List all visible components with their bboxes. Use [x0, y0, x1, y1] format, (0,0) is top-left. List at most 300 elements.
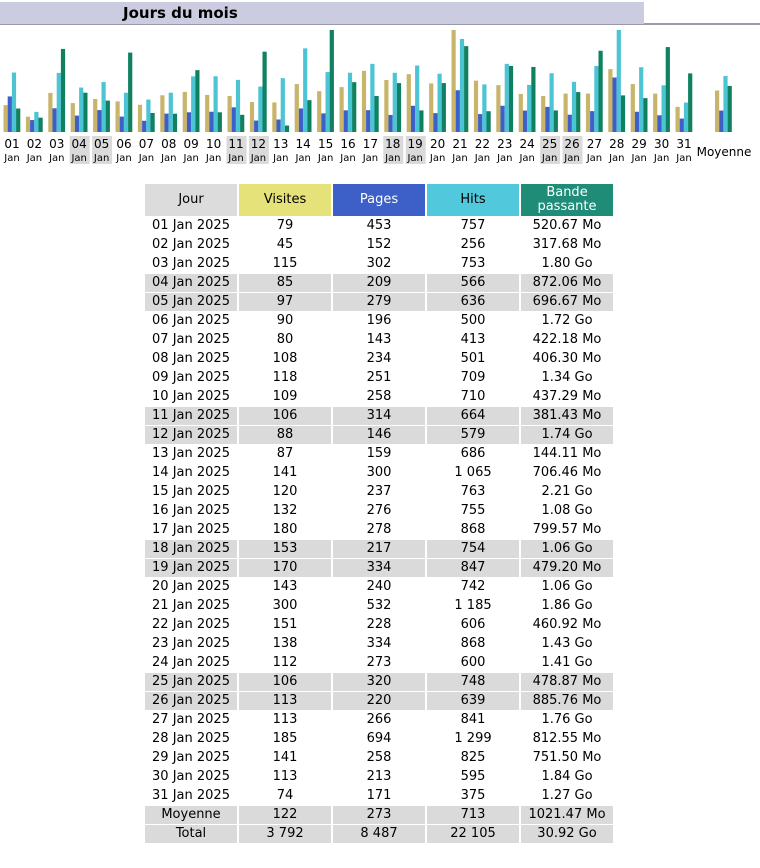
hits-cell: 710 — [460, 389, 486, 404]
day-tick-label: 28 — [609, 137, 625, 151]
total-row-visits: 3 792 — [239, 825, 331, 843]
month-tick-label: Jan — [295, 153, 311, 164]
visit-bar — [608, 69, 612, 132]
visit-bar — [452, 30, 456, 132]
pages-cell: 278 — [366, 522, 392, 537]
hit-bar — [236, 80, 240, 132]
table-row — [145, 255, 613, 273]
day-cell: 20 Jan 2025 — [152, 579, 230, 594]
bandwidth-cell: 1.06 Go — [541, 579, 593, 594]
pages-cell: 234 — [366, 351, 392, 366]
page-bar — [75, 116, 79, 132]
day-cell: 18 Jan 2025 — [145, 540, 237, 558]
day-cell: 04 Jan 2025 — [145, 274, 237, 292]
hits-cell: 639 — [427, 692, 519, 710]
bandwidth-cell: 381.43 Mo — [521, 407, 613, 425]
hits-cell: 595 — [460, 769, 486, 784]
pages-cell: 146 — [333, 426, 425, 444]
day-cell: 27 Jan 2025 — [152, 712, 230, 727]
hit-bar — [617, 30, 621, 132]
average-label: Moyenne — [696, 145, 752, 159]
day-cell: 21 Jan 2025 — [152, 598, 230, 613]
bandwidth-cell: 478.87 Mo — [521, 673, 613, 691]
bandwidth-bar — [173, 114, 177, 132]
total-row-bandwidth: 30.92 Go — [521, 825, 613, 843]
hit-bar — [393, 73, 397, 132]
visit-bar — [407, 74, 411, 132]
day-tick-label: 10 — [205, 137, 222, 151]
bandwidth-bar — [307, 100, 311, 132]
bandwidth-cell: 1.72 Go — [541, 313, 593, 328]
hit-bar — [639, 67, 643, 132]
visits-cell: 79 — [276, 218, 294, 233]
month-tick-label: Jan — [429, 153, 446, 164]
page-bar — [30, 120, 34, 132]
month-tick-label: Jan — [609, 153, 625, 164]
visits-cell: 106 — [239, 673, 331, 691]
visit-bar — [93, 99, 97, 132]
hit-bar — [79, 88, 83, 132]
visit-bar — [496, 85, 500, 132]
table-row — [145, 559, 613, 577]
month-tick-label: Jan — [631, 153, 647, 164]
hits-cell: 600 — [460, 655, 486, 670]
day-tick-label: 06 — [116, 137, 132, 151]
hits-cell: 579 — [427, 426, 519, 444]
pages-cell: 258 — [366, 389, 392, 404]
hit-bar — [415, 65, 419, 132]
day-cell: 30 Jan 2025 — [152, 769, 230, 784]
month-tick-label: Jan — [586, 153, 603, 164]
page-bar — [209, 112, 213, 132]
month-tick-label: Jan — [4, 153, 20, 164]
visit-bar — [429, 83, 433, 132]
day-cell: 25 Jan 2025 — [145, 673, 237, 691]
month-tick-label: Jan — [161, 153, 177, 164]
visits-cell: 87 — [276, 446, 294, 461]
visit-bar — [138, 105, 142, 132]
table-row — [145, 464, 613, 482]
day-tick-label: 21 — [452, 137, 468, 151]
hit-bar — [214, 76, 218, 132]
day-cell: 13 Jan 2025 — [152, 446, 230, 461]
day-tick-label: 02 — [26, 137, 43, 151]
bandwidth-cell: 437.29 Mo — [532, 389, 602, 404]
page-bar — [277, 120, 281, 132]
hits-cell: 841 — [460, 712, 486, 727]
hits-cell: 754 — [427, 540, 519, 558]
page-bar — [389, 115, 393, 132]
hit-bar — [303, 48, 307, 132]
day-tick-label: 26 — [564, 137, 580, 151]
hit-bar — [662, 85, 666, 132]
day-tick-label: 07 — [138, 137, 155, 151]
hits-cell: 742 — [460, 579, 486, 594]
bandwidth-cell: 1.06 Go — [521, 540, 613, 558]
bandwidth-bar — [554, 110, 558, 132]
page-bar — [366, 110, 370, 132]
visits-cell: 80 — [276, 332, 294, 347]
day-cell: 28 Jan 2025 — [152, 731, 230, 746]
header-day: Jour — [145, 184, 237, 216]
pages-cell: 694 — [366, 731, 392, 746]
pages-cell: 453 — [366, 218, 392, 233]
page-bar — [590, 111, 594, 132]
visit-bar — [474, 81, 478, 132]
hits-cell: 664 — [427, 407, 519, 425]
visit-bar — [160, 95, 164, 132]
month-tick-label: Jan — [71, 153, 87, 164]
day-tick-label: 30 — [653, 137, 670, 151]
visits-cell: 106 — [239, 407, 331, 425]
visit-bar — [362, 71, 366, 132]
visits-cell: 108 — [272, 351, 298, 366]
month-tick-label: Jan — [93, 153, 110, 164]
bandwidth-bar — [218, 112, 222, 132]
visits-cell: 170 — [239, 559, 331, 577]
bandwidth-cell: 885.76 Mo — [521, 692, 613, 710]
day-tick-label: 20 — [429, 137, 446, 151]
page-bar — [411, 106, 415, 132]
pages-cell: 209 — [333, 274, 425, 292]
bandwidth-bar — [39, 118, 43, 132]
day-tick-label: 11 — [228, 137, 244, 151]
page-bar — [53, 108, 57, 132]
page-bar — [97, 110, 101, 132]
visits-cell: 138 — [272, 636, 298, 651]
section-title: Jours du mois — [123, 4, 238, 22]
hits-cell: 375 — [460, 788, 486, 803]
day-tick-label: 04 — [71, 137, 87, 151]
hit-bar — [169, 93, 173, 132]
visits-cell: 109 — [272, 389, 298, 404]
table-row — [145, 236, 613, 254]
pages-cell: 217 — [333, 540, 425, 558]
pages-cell: 237 — [366, 484, 392, 499]
day-tick-label: 24 — [519, 137, 535, 151]
bandwidth-cell: 520.67 Mo — [532, 218, 602, 233]
day-tick-label: 14 — [295, 137, 311, 151]
visits-cell: 97 — [239, 293, 331, 311]
pages-cell: 320 — [333, 673, 425, 691]
table-row — [145, 388, 613, 406]
day-tick-label: 09 — [183, 137, 199, 151]
bandwidth-bar — [576, 92, 580, 132]
bandwidth-bar — [666, 47, 670, 132]
visit-bar — [631, 84, 635, 132]
page-bar — [545, 107, 549, 132]
page-bar — [344, 110, 348, 132]
visit-bar — [676, 107, 680, 132]
bandwidth-cell: 144.11 Mo — [532, 446, 602, 461]
day-tick-label: 01 — [4, 137, 20, 151]
hits-cell: 1 065 — [454, 465, 492, 480]
hit-bar — [57, 73, 61, 132]
visits-cell: 88 — [239, 426, 331, 444]
visit-bar — [340, 87, 344, 132]
hits-cell: 868 — [460, 636, 486, 651]
daily-chart — [0, 0, 760, 170]
visits-cell: 151 — [272, 617, 298, 632]
visit-bar — [71, 103, 75, 132]
hit-bar — [12, 73, 16, 132]
bandwidth-bar — [375, 96, 379, 132]
visit-bar — [48, 93, 52, 132]
table-row — [145, 407, 613, 425]
day-cell: 03 Jan 2025 — [152, 256, 230, 271]
day-tick-label: 15 — [317, 137, 334, 151]
day-tick-label: 19 — [407, 137, 423, 151]
page-bar — [523, 111, 527, 132]
average-bandwidth-bar — [728, 86, 732, 132]
visits-cell: 113 — [272, 712, 298, 727]
table-row — [145, 787, 613, 805]
table-row — [145, 578, 613, 596]
pages-cell: 334 — [366, 636, 392, 651]
bandwidth-cell: 460.92 Mo — [532, 617, 602, 632]
bandwidth-bar — [487, 111, 491, 132]
bandwidth-bar — [240, 115, 244, 132]
hit-bar — [348, 73, 352, 132]
visits-cell: 113 — [239, 692, 331, 710]
visits-cell: 141 — [272, 465, 298, 480]
day-tick-label: 27 — [586, 137, 603, 151]
day-tick-label: 05 — [93, 137, 110, 151]
visits-cell: 45 — [276, 237, 294, 252]
day-cell: 29 Jan 2025 — [152, 750, 230, 765]
day-cell: 16 Jan 2025 — [152, 503, 230, 518]
bandwidth-cell: 422.18 Mo — [532, 332, 602, 347]
month-tick-label: Jan — [340, 153, 356, 164]
pages-cell: 171 — [366, 788, 392, 803]
hits-cell: 847 — [427, 559, 519, 577]
bandwidth-bar — [285, 126, 289, 132]
month-tick-label: Jan — [541, 153, 558, 164]
visits-cell: 185 — [272, 731, 298, 746]
visits-cell: 90 — [276, 313, 294, 328]
page-bar — [635, 112, 639, 132]
visit-bar — [4, 105, 8, 132]
bandwidth-bar — [509, 66, 513, 132]
visits-cell: 180 — [272, 522, 298, 537]
bandwidth-cell: 479.20 Mo — [521, 559, 613, 577]
table-row — [145, 293, 613, 311]
hits-cell: 413 — [460, 332, 486, 347]
pages-cell: 302 — [366, 256, 392, 271]
day-tick-label: 13 — [273, 137, 289, 151]
pages-cell: 220 — [333, 692, 425, 710]
visits-cell: 132 — [272, 503, 298, 518]
table-header-row — [145, 184, 613, 216]
day-cell: 26 Jan 2025 — [145, 692, 237, 710]
page-bar — [478, 114, 482, 132]
table-row — [145, 749, 613, 767]
hits-cell: 1 185 — [454, 598, 492, 613]
total-row-hits: 22 105 — [427, 825, 519, 843]
bandwidth-cell: 1.84 Go — [541, 769, 593, 784]
hits-cell: 753 — [460, 256, 486, 271]
hits-cell: 763 — [460, 484, 486, 499]
month-tick-label: Jan — [497, 153, 513, 164]
daily-stats-table — [143, 183, 615, 844]
pages-cell: 143 — [366, 332, 392, 347]
visit-bar — [26, 117, 30, 132]
page-bar — [142, 121, 146, 132]
pages-cell: 266 — [366, 712, 392, 727]
day-cell: 14 Jan 2025 — [152, 465, 230, 480]
bandwidth-cell: 706.46 Mo — [532, 465, 602, 480]
header-pages: Pages — [333, 184, 425, 216]
total-row-pages: 8 487 — [333, 825, 425, 843]
hit-bar — [124, 93, 128, 132]
pages-cell: 532 — [366, 598, 392, 613]
visit-bar — [586, 94, 590, 132]
month-tick-label: Jan — [183, 153, 199, 164]
hits-cell: 709 — [460, 370, 486, 385]
bandwidth-bar — [599, 51, 603, 132]
pages-cell: 240 — [366, 579, 392, 594]
day-cell: 02 Jan 2025 — [152, 237, 230, 252]
bandwidth-cell: 1.80 Go — [541, 256, 593, 271]
hits-cell: 755 — [460, 503, 486, 518]
hits-cell: 606 — [460, 617, 486, 632]
pages-cell: 228 — [366, 617, 392, 632]
day-tick-label: 03 — [49, 137, 65, 151]
average-row-pages: 273 — [333, 806, 425, 824]
day-tick-label: 22 — [474, 137, 491, 151]
bandwidth-bar — [83, 93, 87, 132]
month-tick-label: Jan — [26, 153, 43, 164]
day-cell: 19 Jan 2025 — [145, 559, 237, 577]
page-bar — [433, 113, 437, 132]
visit-bar — [116, 101, 120, 132]
hits-cell: 636 — [427, 293, 519, 311]
day-tick-label: 31 — [676, 137, 692, 151]
table-row — [145, 274, 613, 292]
bandwidth-bar — [419, 110, 423, 132]
hits-cell: 1 299 — [454, 731, 492, 746]
bandwidth-bar — [263, 52, 267, 132]
day-tick-label: 23 — [497, 137, 513, 151]
pages-cell: 276 — [366, 503, 392, 518]
day-cell: 17 Jan 2025 — [152, 522, 230, 537]
table-row — [145, 540, 613, 558]
page-bar — [613, 78, 617, 132]
visits-cell: 153 — [239, 540, 331, 558]
hit-bar — [550, 73, 554, 132]
table-row — [145, 331, 613, 349]
page-bar — [232, 107, 236, 132]
visits-cell: 120 — [272, 484, 298, 499]
visits-cell: 112 — [272, 655, 298, 670]
visit-bar — [317, 91, 321, 132]
visit-bar — [541, 96, 545, 132]
day-cell: 11 Jan 2025 — [145, 407, 237, 425]
hit-bar — [572, 82, 576, 132]
page-bar — [165, 114, 169, 132]
table-row — [145, 654, 613, 672]
bandwidth-bar — [61, 49, 65, 132]
table-row — [145, 768, 613, 786]
day-cell: 05 Jan 2025 — [145, 293, 237, 311]
visits-cell: 300 — [272, 598, 298, 613]
hits-cell: 748 — [427, 673, 519, 691]
bandwidth-bar — [128, 53, 132, 132]
page-bar — [120, 117, 124, 132]
bandwidth-cell: 317.68 Mo — [532, 237, 602, 252]
average-hit-bar — [723, 76, 727, 132]
pages-cell: 258 — [366, 750, 392, 765]
hit-bar — [34, 112, 38, 132]
table-row — [145, 635, 613, 653]
hit-bar — [258, 87, 262, 132]
day-tick-label: 29 — [631, 137, 647, 151]
month-tick-label: Jan — [138, 153, 155, 164]
bandwidth-cell: 1.43 Go — [541, 636, 593, 651]
bandwidth-cell: 406.30 Mo — [532, 351, 602, 366]
visit-bar — [564, 94, 568, 132]
pages-cell: 213 — [366, 769, 392, 784]
bandwidth-cell: 2.21 Go — [541, 484, 593, 499]
table-row — [145, 217, 613, 235]
page-bar — [299, 108, 303, 132]
average-row-label: Moyenne — [145, 806, 237, 824]
pages-cell: 196 — [366, 313, 392, 328]
header-bandwidth: Bande passante — [521, 184, 613, 216]
table-row — [145, 673, 613, 691]
hit-bar — [370, 64, 374, 132]
bandwidth-bar — [151, 113, 155, 132]
day-tick-label: 17 — [362, 137, 379, 151]
table-row — [145, 369, 613, 387]
pages-cell: 152 — [366, 237, 392, 252]
pages-cell: 273 — [366, 655, 392, 670]
month-tick-label: Jan — [407, 153, 423, 164]
hit-bar — [460, 39, 464, 132]
bandwidth-bar — [16, 109, 20, 132]
day-cell: 10 Jan 2025 — [152, 389, 230, 404]
visit-bar — [295, 84, 299, 132]
hit-bar — [684, 103, 688, 132]
day-cell: 23 Jan 2025 — [152, 636, 230, 651]
hit-bar — [191, 76, 195, 132]
hits-cell: 500 — [460, 313, 486, 328]
visits-cell: 74 — [276, 788, 294, 803]
month-tick-label: Jan — [49, 153, 65, 164]
month-tick-label: Jan — [385, 153, 401, 164]
page-bar — [321, 113, 325, 132]
table-row — [145, 502, 613, 520]
bandwidth-cell: 1.74 Go — [521, 426, 613, 444]
day-cell: 24 Jan 2025 — [152, 655, 230, 670]
pages-cell: 300 — [366, 465, 392, 480]
bandwidth-cell: 872.06 Mo — [521, 274, 613, 292]
bandwidth-bar — [643, 98, 647, 132]
month-tick-label: Jan — [452, 153, 468, 164]
hits-cell: 868 — [460, 522, 486, 537]
month-tick-label: Jan — [205, 153, 222, 164]
month-tick-label: Jan — [676, 153, 692, 164]
visit-bar — [272, 102, 276, 132]
bandwidth-bar — [352, 82, 356, 132]
hit-bar — [102, 82, 106, 132]
page-bar — [680, 119, 684, 132]
header-visits: Visites — [239, 184, 331, 216]
visits-cell: 113 — [272, 769, 298, 784]
table-row — [145, 312, 613, 330]
average-row-visits: 122 — [239, 806, 331, 824]
month-tick-label: Jan — [362, 153, 379, 164]
